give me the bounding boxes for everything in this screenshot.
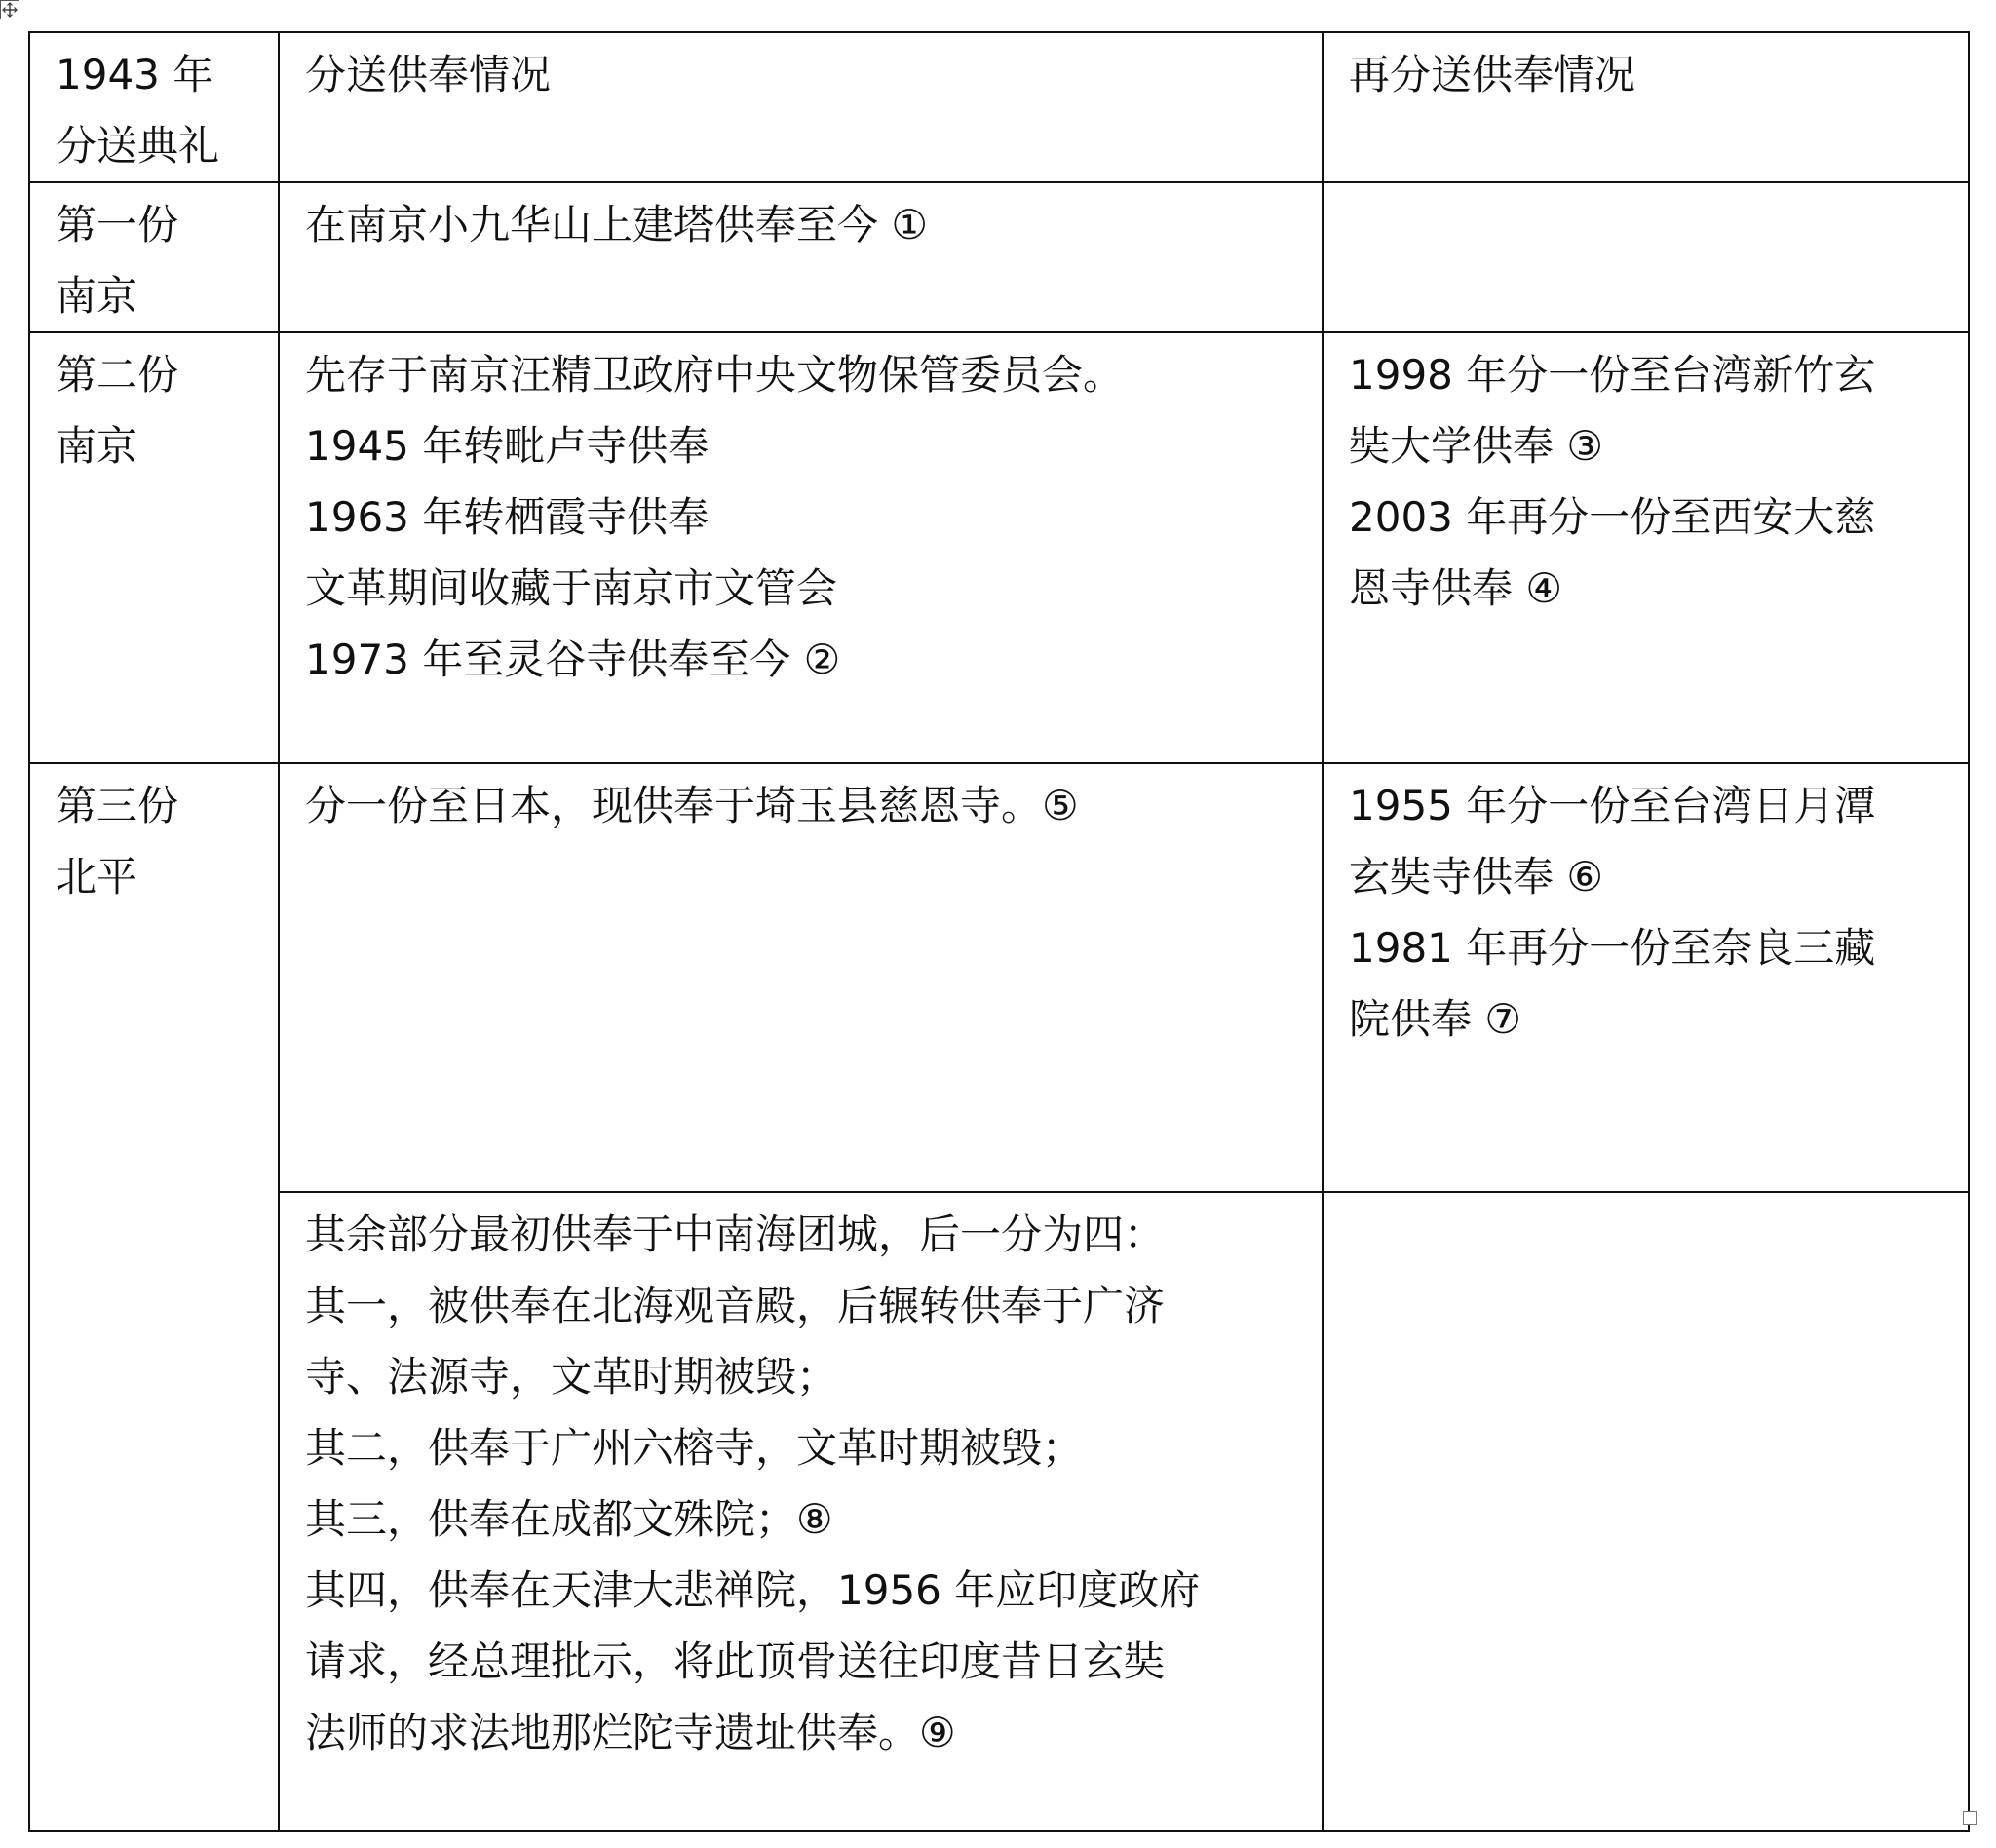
table-row [29, 332, 1969, 763]
table-row [29, 763, 1969, 1192]
distribution-cell[interactable] [279, 182, 1323, 332]
distribution-cell[interactable] [279, 1192, 1323, 1831]
redistribution-line: 1955 年分一份至台湾日月潭 [1349, 782, 1876, 829]
distribution-line: 文革期间收藏于南京市文管会 [305, 564, 838, 612]
distribution-line: 其四，供奉在天津大悲禅院，1956 年应印度政府 [305, 1566, 1201, 1614]
relic-distribution-table [28, 31, 1970, 1832]
redistribution-line: 恩寺供奉 ④ [1349, 564, 1563, 612]
row-label-place: 南京 [56, 422, 138, 470]
distribution-line: 在南京小九华山上建塔供奉至今 ① [305, 201, 929, 249]
row-label-cell[interactable] [29, 763, 279, 1831]
distribution-line: 其二，供奉于广州六榕寺，文革时期被毁； [305, 1424, 1084, 1472]
distribution-line: 法师的求法地那烂陀寺遗址供奉。⑨ [305, 1709, 956, 1756]
row-label-place: 南京 [56, 272, 138, 320]
redistribution-line: 玄奘寺供奉 ⑥ [1349, 853, 1604, 901]
table-header-row [29, 32, 1969, 182]
header-distribution-label: 分送供奉情况 [305, 51, 552, 98]
redistribution-line: 院供奉 ⑦ [1349, 995, 1522, 1043]
table-row [29, 182, 1969, 332]
table-row [29, 1192, 1969, 1831]
redistribution-line: 2003 年再分一份至西安大慈 [1349, 493, 1876, 541]
table-move-handle[interactable] [0, 0, 19, 19]
move-arrows-icon [1, 1, 19, 19]
distribution-line: 其三，供奉在成都文殊院；⑧ [305, 1495, 833, 1543]
distribution-line: 其一，被供奉在北海观音殿，后辗转供奉于广济 [305, 1282, 1166, 1329]
row-label-cell[interactable] [29, 182, 279, 332]
distribution-cell[interactable] [279, 332, 1323, 763]
header-ceremony-label: 分送典礼 [56, 122, 220, 170]
header-redistribution-label: 再分送供奉情况 [1349, 51, 1636, 98]
redistribution-cell[interactable] [1323, 763, 1969, 1192]
distribution-line: 先存于南京汪精卫政府中央文物保管委员会。 [305, 351, 1125, 399]
row-label-place: 北平 [56, 853, 138, 901]
redistribution-line: 奘大学供奉 ③ [1349, 422, 1604, 470]
row-label-ordinal: 第三份 [56, 782, 179, 829]
header-ceremony-year: 1943 年 [56, 51, 214, 98]
header-ceremony-cell[interactable] [29, 32, 279, 182]
distribution-line: 1945 年转毗卢寺供奉 [305, 422, 710, 470]
distribution-cell[interactable] [279, 763, 1323, 1192]
header-distribution-cell[interactable] [279, 32, 1323, 182]
redistribution-line: 1981 年再分一份至奈良三藏 [1349, 924, 1876, 972]
header-redistribution-cell[interactable] [1323, 32, 1969, 182]
row-label-cell[interactable] [29, 332, 279, 763]
distribution-line: 分一份至日本，现供奉于埼玉县慈恩寺。⑤ [305, 782, 1079, 829]
distribution-line: 寺、法源寺，文革时期被毁； [305, 1353, 838, 1401]
redistribution-line: 1998 年分一份至台湾新竹玄 [1349, 351, 1876, 399]
distribution-line: 1973 年至灵谷寺供奉至今 ② [305, 635, 841, 683]
redistribution-cell[interactable] [1323, 1192, 1969, 1831]
distribution-line: 请求，经总理批示，将此顶骨送往印度昔日玄奘 [305, 1637, 1166, 1685]
table-resize-handle[interactable] [1963, 1811, 1977, 1825]
redistribution-cell[interactable] [1323, 182, 1969, 332]
distribution-line: 其余部分最初供奉于中南海团城，后一分为四： [305, 1211, 1166, 1258]
row-label-ordinal: 第二份 [56, 351, 179, 399]
row-label-ordinal: 第一份 [56, 201, 179, 249]
distribution-line: 1963 年转栖霞寺供奉 [305, 493, 710, 541]
redistribution-cell[interactable] [1323, 332, 1969, 763]
